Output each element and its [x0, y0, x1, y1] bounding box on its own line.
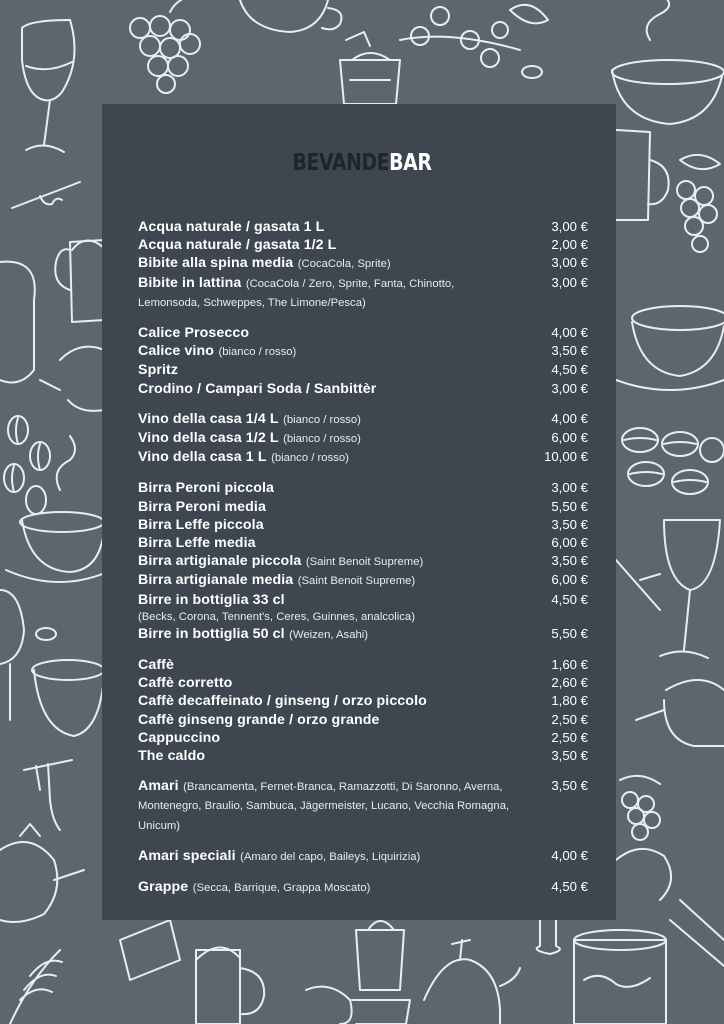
menu-item	[138, 429, 588, 448]
menu-item	[138, 361, 588, 379]
teapot-icon	[636, 680, 724, 746]
menu-item-description	[138, 777, 518, 835]
menu-item-note: (Saint Benoit Supreme)	[297, 575, 416, 588]
menu-item-description	[138, 218, 518, 236]
menu-item-name: Birra Leffe media	[138, 535, 256, 552]
menu-item-note: (bianco / rosso)	[283, 433, 361, 446]
menu-item	[138, 747, 588, 765]
menu-item	[138, 847, 588, 866]
menu-item-name: Caffè ginseng grande / orzo grande	[138, 711, 380, 728]
menu-item-name: Birra artigianale media	[138, 572, 294, 589]
menu-item-price: 5,50 €	[551, 625, 588, 641]
menu-item-description	[138, 692, 518, 710]
menu-group	[138, 777, 588, 835]
menu-item-price: 3,00 €	[551, 480, 588, 496]
menu-item	[138, 777, 588, 835]
menu-item-note: (bianco / rosso)	[271, 452, 349, 465]
menu-item-note: (Becks, Corona, Tennent's, Ceres, Guinnes, analcolica)	[138, 610, 415, 623]
menu-item-description	[138, 448, 518, 467]
menu-item-description	[138, 324, 518, 342]
menu-item-description	[138, 534, 518, 552]
menu-item-price: 3,00 €	[551, 274, 588, 290]
menu-item-description	[138, 674, 518, 692]
menu-item-price: 5,50 €	[551, 498, 588, 514]
menu-group	[138, 479, 588, 644]
menu-item-description	[138, 254, 518, 273]
menu-item-description	[138, 274, 518, 312]
menu-item-description	[138, 747, 518, 765]
menu-item-name: Birre in bottiglia 50 cl	[138, 625, 285, 642]
menu-item-description	[138, 380, 518, 398]
corkscrew-icon	[12, 182, 80, 208]
menu-item-name: Caffè decaffeinato / ginseng / orzo piccolo	[138, 693, 427, 710]
menu-item-price: 4,50 €	[551, 591, 588, 607]
menu-item-price: 6,00 €	[551, 535, 588, 551]
menu-item-description	[138, 729, 518, 747]
menu-item-name: Cappuccino	[138, 729, 221, 746]
menu-item-name: Birra artigianale piccola	[138, 553, 302, 570]
menu-item-note: (Brancamenta, Fernet-Branca, Ramazzotti, Di Saronno, Averna, Montenegro, Braulio, Sambuca, Jägermeister, Lucano, Vecchia Romagna, Unicum)	[138, 781, 510, 832]
menu-item-description	[138, 571, 518, 590]
menu-item-price: 3,50 €	[551, 516, 588, 532]
menu-item	[138, 625, 588, 644]
menu-item-price: 3,00 €	[551, 255, 588, 271]
menu-item-name: Caffè corretto	[138, 675, 233, 692]
menu-item-name: Vino della casa 1/2 L	[138, 430, 279, 447]
menu-item-name: Acqua naturale / gasata 1 L	[138, 219, 325, 235]
menu-item-name: Birra Peroni piccola	[138, 480, 275, 497]
teapot-icon	[306, 940, 520, 1024]
menu-item-price: 2,60 €	[551, 675, 588, 691]
menu-item-description	[138, 847, 518, 866]
menu-item	[138, 711, 588, 729]
menu-item-description	[138, 878, 518, 897]
menu-list	[138, 218, 588, 909]
menu-group	[138, 656, 588, 765]
menu-group	[138, 324, 588, 398]
menu-item-price: 3,50 €	[551, 778, 588, 794]
menu-item-note: (Saint Benoit Supreme)	[305, 556, 424, 569]
menu-item-price: 4,00 €	[551, 325, 588, 341]
wine-glass-icon	[660, 520, 720, 658]
menu-item	[138, 656, 588, 674]
menu-item	[138, 410, 588, 429]
menu-item	[138, 342, 588, 361]
wine-glass-icon	[22, 20, 75, 152]
menu-item-description	[138, 711, 518, 729]
menu-item-price: 6,00 €	[551, 430, 588, 446]
menu-item-description	[138, 429, 518, 448]
menu-item-name: Crodino / Campari Soda / Sanbittèr	[138, 380, 377, 397]
menu-group	[138, 878, 588, 897]
menu-item-description	[138, 479, 518, 497]
menu-item	[138, 448, 588, 467]
menu-item	[138, 534, 588, 552]
menu-item	[138, 571, 588, 590]
menu-item-name: Bibite alla spina media	[138, 255, 294, 272]
menu-item-price: 1,60 €	[551, 657, 588, 673]
menu-item	[138, 254, 588, 273]
menu-item	[138, 878, 588, 897]
menu-item-price: 3,50 €	[551, 748, 588, 764]
menu-item-description	[138, 236, 518, 254]
coffee-grinder-icon	[340, 32, 400, 104]
menu-item-price: 6,00 €	[551, 572, 588, 588]
menu-item	[138, 692, 588, 710]
coffee-beans-icon	[622, 428, 724, 494]
grapes-icon	[677, 155, 720, 252]
menu-item-description	[138, 625, 518, 644]
menu-item-description	[138, 552, 518, 571]
menu-item	[138, 552, 588, 571]
menu-item	[138, 674, 588, 692]
menu-item-description	[138, 498, 518, 516]
menu-item	[138, 591, 588, 625]
grapes-icon	[130, 0, 200, 93]
menu-item-price: 2,50 €	[551, 711, 588, 727]
menu-item-name: The caldo	[138, 748, 206, 765]
menu-item-description	[138, 410, 518, 429]
beer-mug-icon	[196, 947, 264, 1024]
menu-item-price: 3,50 €	[551, 343, 588, 359]
menu-item-name: Amari speciali	[138, 847, 236, 864]
menu-item-description	[138, 361, 518, 379]
menu-item-note: (Weizen, Asahi)	[289, 628, 369, 641]
menu-item-name: Bibite in lattina	[138, 274, 242, 291]
grapes-icon	[620, 776, 660, 840]
menu-item-price: 1,80 €	[551, 693, 588, 709]
menu-item-description	[138, 516, 518, 534]
menu-item-price: 4,00 €	[551, 410, 588, 426]
menu-item-name: Amari	[138, 778, 179, 795]
menu-item	[138, 274, 588, 312]
menu-item-name: Birre in bottiglia 33 cl	[138, 591, 285, 608]
menu-item-price: 10,00 €	[544, 449, 588, 465]
menu-item-name: Vino della casa 1/4 L	[138, 410, 279, 427]
menu-item	[138, 218, 588, 236]
menu-item-name: Grappe	[138, 879, 189, 896]
menu-item	[138, 516, 588, 534]
berries-icon	[400, 5, 548, 67]
menu-item-note: (CocaCola, Sprite)	[297, 258, 391, 271]
coffee-cup-icon	[612, 0, 724, 124]
menu-item-name: Vino della casa 1 L	[138, 449, 267, 466]
menu-item-description	[138, 656, 518, 674]
coffee-grinder-icon	[352, 921, 410, 1024]
menu-item-price: 4,50 €	[551, 362, 588, 378]
menu-item-name: Birra Leffe piccola	[138, 516, 264, 533]
menu-item-note: (bianco / rosso)	[218, 346, 297, 359]
menu-item-description	[138, 591, 518, 625]
menu-item-name: Calice vino	[138, 343, 215, 360]
menu-item-description	[138, 342, 518, 361]
menu-item	[138, 479, 588, 497]
menu-item-name: Birra Peroni media	[138, 498, 266, 515]
menu-item-name: Caffè	[138, 657, 174, 674]
beer-mug-icon	[55, 240, 104, 322]
menu-item	[138, 498, 588, 516]
menu-group	[138, 218, 588, 312]
menu-item-note: (CocaCola / Zero, Sprite, Fanta, Chinotto, Lemonsoda, Schweppes, The Limone/Pesca)	[138, 277, 455, 309]
menu-item-price: 4,50 €	[551, 879, 588, 895]
menu-item	[138, 729, 588, 747]
menu-item-name: Acqua naturale / gasata 1/2 L	[138, 237, 337, 254]
menu-item-price: 2,50 €	[551, 729, 588, 745]
cup-icon	[240, 0, 342, 32]
menu-item-price: 3,50 €	[551, 553, 588, 569]
coffee-beans-icon	[4, 416, 50, 514]
menu-item-price: 3,00 €	[551, 380, 588, 396]
menu-item-name: Spritz	[138, 362, 179, 379]
menu-item	[138, 324, 588, 342]
menu-group	[138, 847, 588, 866]
menu-item-price: 4,00 €	[551, 847, 588, 863]
menu-item-note: (Secca, Barrique, Grappa Moscato)	[192, 882, 371, 895]
menu-item-price: 2,00 €	[551, 237, 588, 253]
menu-title	[65, 150, 659, 176]
coffee-cup-icon	[6, 436, 112, 582]
title-part-bar: BAR	[389, 150, 432, 176]
menu-item-note: (Amaro del capo, Baileys, Liquirizia)	[240, 850, 421, 863]
coffee-cup-icon	[616, 306, 724, 390]
menu-item-note: (bianco / rosso)	[283, 413, 361, 426]
menu-item-name: Calice Prosecco	[138, 325, 250, 342]
menu-item	[138, 236, 588, 254]
menu-group	[138, 410, 588, 468]
menu-item-price: 3,00 €	[551, 219, 588, 234]
title-part-bevande: BEVANDE	[292, 150, 390, 176]
menu-item	[138, 380, 588, 398]
